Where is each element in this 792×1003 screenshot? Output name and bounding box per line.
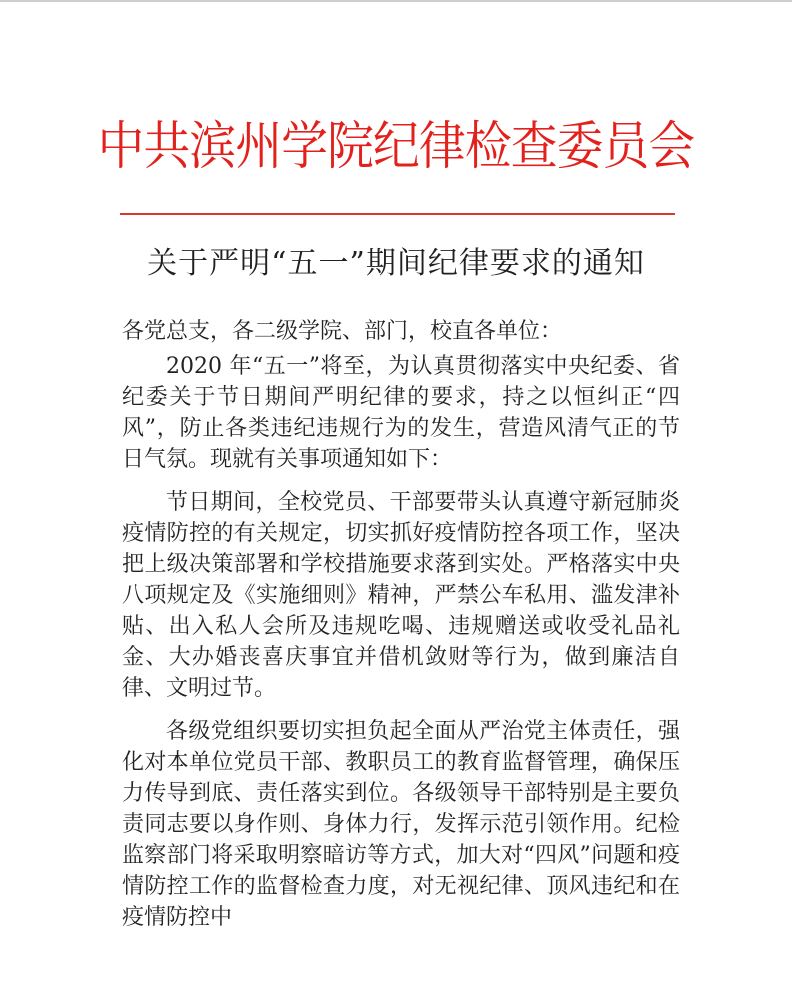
body-paragraph-2: 节日期间，全校党员、干部要带头认真遵守新冠肺炎疫情防控的有关规定，切实抓好疫情防控各项工作，坚决把上级决策部署和学校措施要求落到实处。严格落实中央八项规定及《实施细则》精神，严禁公车私用、滥发津补贴、出入私人会所及违规吃喝、违规赠送或收受礼品礼金、大办婚丧喜庆事宜并借机敛财等行为，做到廉洁自律、文明过节。 — [122, 490, 680, 701]
notice-body — [122, 316, 680, 945]
header-divider — [120, 213, 675, 215]
notice-title: 关于严明“五一”期间纪律要求的通知 — [147, 246, 645, 281]
body-paragraph-1: 2020 年“五一”将至，为认真贯彻落实中央纪委、省纪委关于节日期间严明纪律的要求，持之以恒纠正“四风”，防止各类违纪违规行为的发生，营造风清气正的节日气氛。现就有关事项通知如下： — [122, 354, 680, 472]
organization-header: 中共滨州学院纪律检查委员会 — [97, 117, 695, 177]
body-paragraph-3: 各级党组织要切实担负起全面从严治党主体责任，强化对本单位党员干部、教职员工的教育监督管理，确保压力传导到底、责任落实到位。各级领导干部特别是主要负责同志要以身作则、身体力行，发挥示范引领作用。纪检监察部门将采取明察暗访等方式，加大对“四风”问题和疫情防控工作的监督检查力度，对无视纪律、顶风违纪和在疫情防控中 — [122, 719, 680, 930]
top-border — [0, 0, 792, 2]
salutation: 各党总支，各二级学院、部门，校直各单位： — [122, 319, 563, 344]
